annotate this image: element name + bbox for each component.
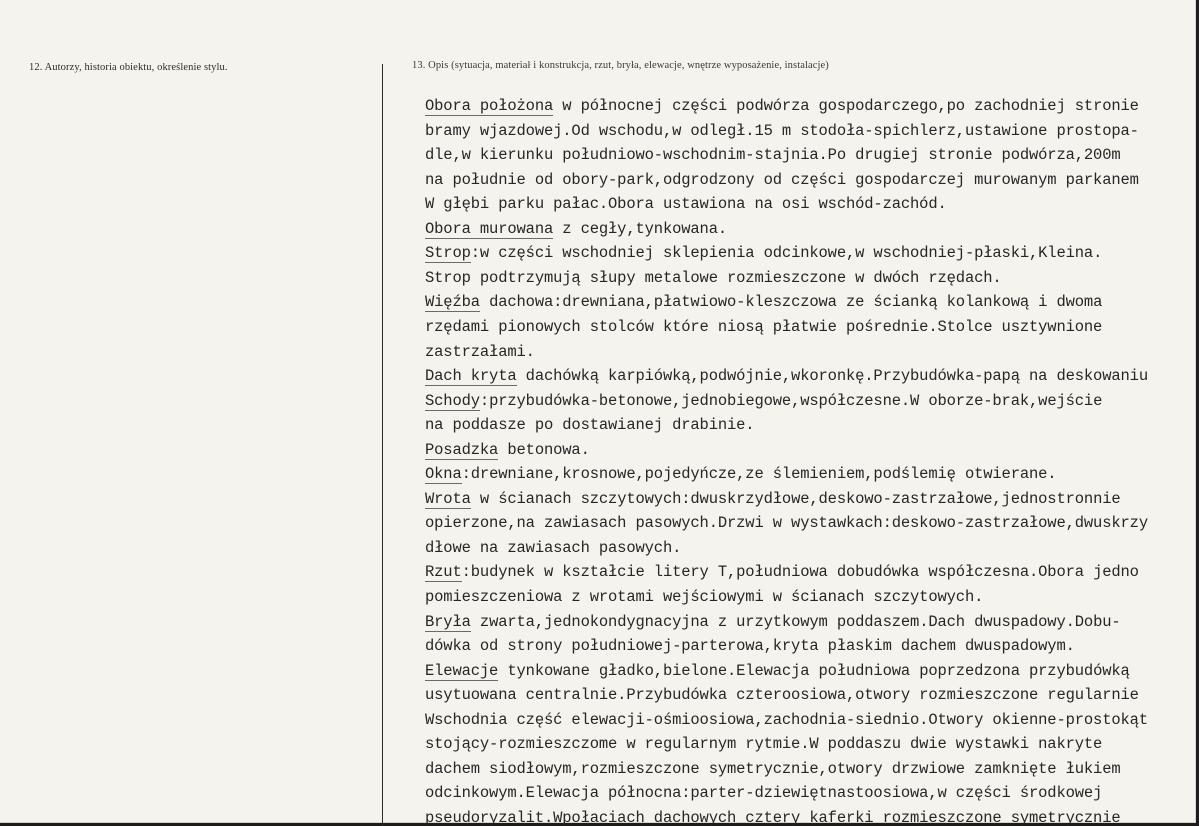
text-line xyxy=(425,708,1148,732)
text-line xyxy=(425,732,1102,756)
line-text: bramy wjazdowej.Od wschodu,w odległ.15 m stodoła-spichlerz,ustawione prostopa- xyxy=(425,121,1139,140)
text-line xyxy=(425,487,1121,511)
text-line xyxy=(425,560,1139,584)
underlined-term: Rzut xyxy=(425,563,462,582)
text-line xyxy=(425,340,535,364)
line-text: na poddasze po dostawianej drabinie. xyxy=(425,416,755,435)
line-text: w północnej części podwórza gospodarczego,po zachodniej stronie xyxy=(553,97,1139,115)
description-text xyxy=(425,94,1199,826)
text-line xyxy=(425,659,1130,683)
line-text: betonowa. xyxy=(498,440,590,459)
line-text: zastrzałami. xyxy=(425,342,535,361)
line-text: w ścianach szczytowych:dwuskrzydłowe,deskowo-zastrzałowe,jednostronnie xyxy=(470,489,1121,508)
line-text: dówka od strony południowej-parterowa,kryta płaskim dachem dwuspadowym. xyxy=(425,637,1075,656)
underlined-term: Więźba xyxy=(425,293,480,312)
text-line xyxy=(425,168,1139,192)
line-text: odcinkowym.Elewacja północna:parter-dziewiętnastoosiowa,w części środkowej xyxy=(425,784,1103,803)
underlined-term: Schody xyxy=(425,391,480,410)
text-line xyxy=(425,94,1139,118)
underlined-term: Strop xyxy=(425,244,471,263)
line-text: Wschodnia część elewacji-ośmioosiowa,zachodnia-siednio.Otwory okienne-prostokąt xyxy=(425,710,1148,729)
line-text: pseudoryzalit.Wpołaciach dachowych cztery kaferki rozmieszczone symetrycznie xyxy=(425,808,1121,826)
line-text: z cegły,tynkowana. xyxy=(553,219,728,238)
column-divider xyxy=(382,64,383,826)
text-line xyxy=(425,806,1121,826)
text-line xyxy=(425,315,1102,339)
text-line xyxy=(425,217,727,241)
section-13-heading: 13. Opis (sytuacja, materiał i konstrukcja, rzut, bryła, elewacje, wnętrze wyposażenie, instalacje) xyxy=(412,60,829,71)
line-text: tynkowane gładko,bielone.Elewacja południowa poprzedzona przybudówką xyxy=(498,661,1130,680)
text-line xyxy=(425,290,1102,314)
line-text: dłowe na zawiasach pasowych. xyxy=(425,538,682,557)
underlined-term: Dach kryta xyxy=(425,367,517,386)
text-line xyxy=(425,413,754,437)
text-line xyxy=(425,438,590,462)
text-line xyxy=(425,266,1002,290)
underlined-term: Obora położona xyxy=(425,97,554,115)
line-text: dachówką karpiówką,podwójnie,wkoronkę.Przybudówka-papą na deskowaniu xyxy=(516,367,1148,386)
underlined-term: Bryła xyxy=(425,612,471,631)
underlined-term: Wrota xyxy=(425,489,471,508)
line-text: stojący-rozmieszczome w regularnym rytmie.W poddaszu dwie wystawki nakryte xyxy=(425,735,1103,754)
line-text: rzędami pionowych stolców które niosą płatwie pośrednie.Stolce usztywnione xyxy=(425,317,1103,336)
line-text: dachem siodłowym,rozmieszczone symetrycznie,otwory drzwiowe zamknięte łukiem xyxy=(425,759,1121,778)
line-text: usytuowana centralnie.Przybudówka czteroosiowa,otwory rozmieszczone regularnie xyxy=(425,686,1139,705)
text-line xyxy=(425,364,1148,388)
text-line xyxy=(425,610,1121,634)
line-text: :przybudówka-betonowe,jednobiegowe,współczesne.W oborze-brak,wejście xyxy=(479,391,1103,410)
text-line xyxy=(425,634,1075,658)
line-text: Strop podtrzymują słupy metalowe rozmieszczone w dwóch rzędach. xyxy=(425,268,1002,287)
underlined-term: Posadzka xyxy=(425,440,499,459)
line-text: dle,w kierunku południowo-wschodnim-stajnia.Po drugiej stronie podwórza,200m xyxy=(425,146,1121,165)
line-text: :budynek w kształcie litery T,południowa dobudówka współczesna.Obora jedno xyxy=(461,563,1139,582)
line-text: dachowa:drewniana,płatwiowo-kleszczowa ze ścianką kolankową i dwoma xyxy=(479,293,1103,312)
line-text: pomieszczeniowa z wrotami wejściowymi w ścianach szczytowych. xyxy=(425,588,984,606)
text-line xyxy=(425,536,681,560)
line-text: :drewniane,krosnowe,pojedyńcze,ze ślemieniem,podślemię otwierane. xyxy=(461,465,1057,484)
text-line xyxy=(425,192,947,216)
text-line xyxy=(425,119,1139,143)
line-text: opierzone,na zawiasach pasowych.Drzwi w wystawkach:deskowo-zastrzałowe,dwuskrzy xyxy=(425,514,1148,533)
underlined-term: Elewacje xyxy=(425,661,499,680)
section-12-heading: 12. Autorzy, historia obiektu, określenie stylu. xyxy=(29,62,228,73)
text-line xyxy=(425,241,1102,265)
line-text: :w części wschodniej sklepienia odcinkowe,w wschodniej-płaski,Kleina. xyxy=(470,244,1103,263)
line-text: W głębi parku pałac.Obora ustawiona na osi wschód-zachód. xyxy=(425,195,947,214)
text-line xyxy=(425,781,1102,805)
text-line xyxy=(425,757,1121,781)
text-line xyxy=(425,143,1121,167)
text-line xyxy=(425,683,1139,707)
text-line xyxy=(425,511,1148,535)
line-text: na południe od obory-park,odgrodzony od części gospodarczej murowanym parkanem xyxy=(425,170,1139,189)
text-line xyxy=(425,585,983,609)
underlined-term: Obora murowana xyxy=(425,219,554,238)
text-line xyxy=(425,389,1102,413)
line-text: zwarta,jednokondygnacyjna z urzytkowym poddaszem.Dach dwuspadowy.Dobu- xyxy=(470,612,1121,631)
text-line xyxy=(425,462,1056,486)
underlined-term: Okna xyxy=(425,465,462,484)
